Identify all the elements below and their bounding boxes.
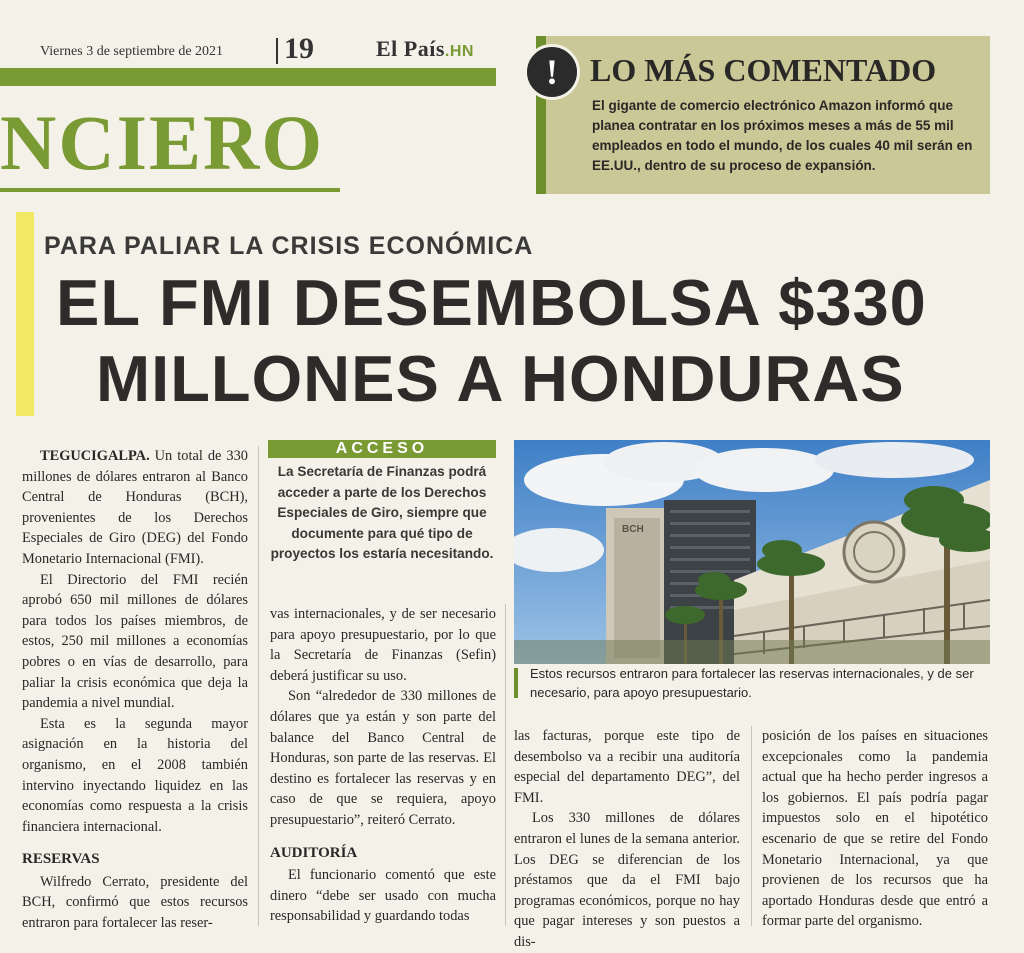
- article-column-2: [270, 604, 496, 927]
- dateline: TEGUCIGALPA.: [40, 448, 150, 464]
- caption-marker: [514, 668, 518, 698]
- brand-suffix: .HN: [444, 43, 474, 60]
- paragraph: El Directorio del FMI recién aprobó 650 mil millones de dólares para todos los países miembros, de estos, 250 mil millones a economías pobres o en vías de desarrollo, para paliar la crisis económica que deja la pandemia a nivel mundial.: [22, 571, 248, 712]
- article-column-1: [22, 446, 248, 934]
- acceso-label: ACCESO: [268, 440, 496, 458]
- page-divider: [276, 38, 278, 64]
- headline-line-2: MILLONES A HONDURAS: [96, 342, 905, 415]
- paragraph: Son “alrededor de 330 millones de dólares que ya están y son parte del balance del Banco Central de Honduras, son parte de las reservas. El destino es fortalecer las reservas y en caso de que se requiera, apoyo presupuestario”, reiteró Cerrato.: [270, 688, 496, 828]
- section-title: NCIERO: [0, 99, 325, 186]
- paragraph: Wilfredo Cerrato, presidente del BCH, confirmó que estos recursos entraron para fortalecer las reser-: [22, 873, 248, 932]
- page-number: 19: [284, 32, 314, 65]
- column-rule: [751, 726, 752, 926]
- paragraph: Los 330 millones de dólares entraron el lunes de la semana anterior. Los DEG se diferencian de los préstamos que da el FMI bajo programas económicos, porque no hay que pagar intereses y son puestos a dis-: [514, 810, 740, 950]
- headline-line-1: EL FMI DESEMBOLSA $330: [56, 266, 927, 339]
- most-commented-text: El gigante de comercio electrónico Amazon informó que planea contratar en los próximos meses a más de 55 mil empleados en todo el mundo, de los cuales 40 mil serán en EE.UU., dentro de su proceso de expansión.: [592, 98, 973, 173]
- exclamation-icon: !: [524, 44, 580, 100]
- article-kicker: PARA PALIAR LA CRISIS ECONÓMICA: [44, 232, 534, 260]
- building-label: BCH: [622, 524, 644, 535]
- header-rule: [0, 68, 496, 86]
- newspaper-brand: [376, 36, 474, 62]
- paragraph: Esta es la segunda mayor asignación en la historia del organismo, en el 2008 también intervino inyectando liquidez en las economías como respuesta a la crisis financiera internacional.: [22, 715, 248, 835]
- issue-date: Viernes 3 de septiembre de 2021: [40, 44, 224, 59]
- brand-name: El País: [376, 36, 445, 61]
- paragraph: vas internacionales, y de ser necesario para apoyo presupuestario, por lo que la Secretaría de Finanzas (Sefin) deberá justificar su uso.: [270, 606, 496, 684]
- article-column-3: [514, 726, 740, 953]
- column-rule: [505, 604, 506, 926]
- highlighter-mark: [16, 212, 34, 416]
- photo-caption: Estos recursos entraron para fortalecer las reservas internacionales, y de ser necesario, para apoyo presupuestario.: [530, 666, 974, 700]
- article-column-4: [762, 726, 988, 932]
- paragraph: posición de los países en situaciones excepcionales como la pandemia actual que ha hecho perder ingresos a los gobiernos. El país podría pagar impuestos solo en el hipotético escenario de que se retire del Fondo Monetario Internacional, ya que provienen de los recursos que ha aportado Honduras desde que entró a formar parte del organismo.: [762, 728, 988, 930]
- column-rule: [258, 446, 259, 926]
- subheading-reservas: RESERVAS: [22, 851, 100, 868]
- section-underline: [0, 188, 340, 192]
- bch-building-photo: [514, 440, 990, 664]
- paragraph: las facturas, porque este tipo de desembolso va a recibir una auditoría especial del departamento DEG”, del FMI.: [514, 728, 740, 806]
- acceso-text: La Secretaría de Finanzas podrá acceder a parte de los Derechos Especiales de Giro, siempre que documente para qué tipo de proyectos los estaría necesitando.: [270, 464, 494, 561]
- most-commented-title: LO MÁS COMENTADO: [590, 52, 937, 88]
- subheading-auditoria: AUDITORÍA: [270, 844, 358, 861]
- paragraph: [22, 446, 248, 570]
- paragraph-text: Un total de 330 millones de dólares entraron al Banco Central de Honduras (BCH), provenientes de los Derechos Especiales de Giro (DEG) del Fondo Monetario Internacional (FMI).: [22, 448, 248, 567]
- paragraph: El funcionario comentó que este dinero “debe ser usado con mucha responsabilidad y guardando todas: [270, 867, 496, 925]
